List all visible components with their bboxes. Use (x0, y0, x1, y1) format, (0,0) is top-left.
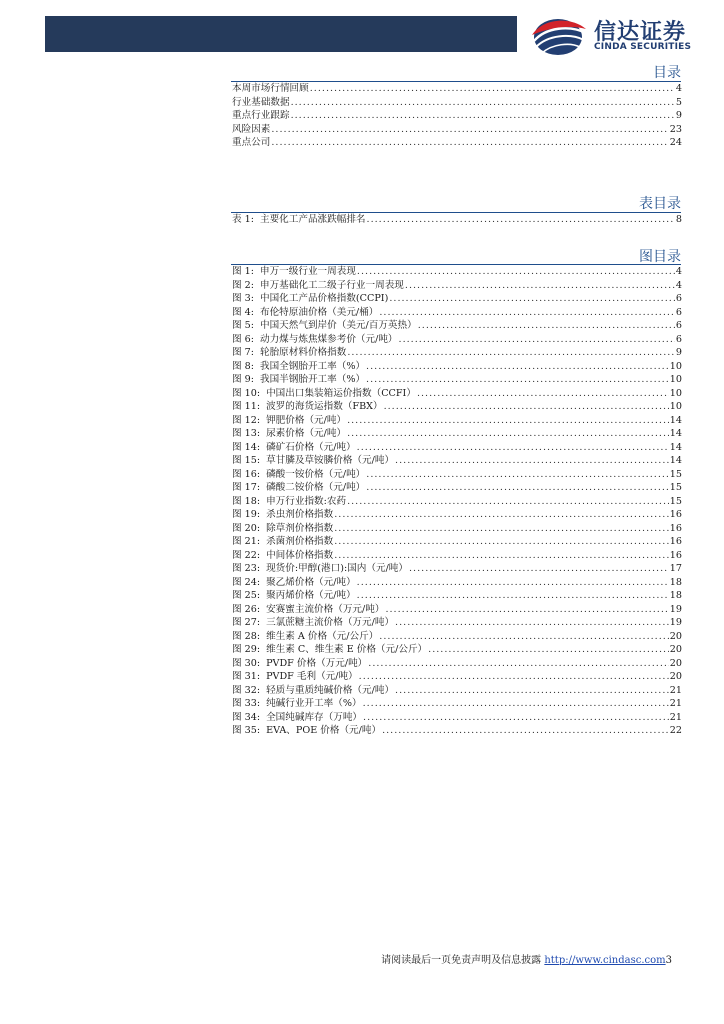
toc-entry[interactable] (232, 213, 682, 227)
toc-entry-label (232, 468, 365, 482)
toc-entry-number: 图 5: (232, 320, 254, 331)
toc-entry-text: 布伦特原油价格（美元/桶） (259, 306, 379, 318)
toc-entry-text: 全国纯碱库存（万吨） (266, 711, 363, 723)
toc-entry-number: 图 18: (232, 495, 261, 507)
toc-entry-page: 10 (669, 374, 682, 385)
toc-entry[interactable] (232, 400, 682, 414)
toc-entry-page: 23 (669, 123, 682, 135)
toc-entry-number: 图 28: (232, 630, 261, 642)
toc-entry-label (232, 82, 309, 96)
toc-entry-label (232, 265, 356, 279)
toc-entry-label (232, 400, 383, 414)
toc-entry-label (232, 508, 333, 522)
toc-entry[interactable] (232, 603, 682, 617)
toc-entry-page: 8 (675, 214, 682, 225)
toc-leader-dots (291, 109, 675, 123)
toc-entry-page: 9 (675, 347, 682, 358)
toc-entry-label (232, 136, 270, 150)
toc-entry-text: 波罗的海货运指数（FBX） (266, 401, 383, 412)
toc-entry[interactable] (232, 109, 682, 123)
toc-entry-page: 15 (669, 468, 682, 480)
toc-entry-number: 图 34: (232, 711, 261, 723)
toc-entry-text: 轮胎原材料价格指数 (259, 347, 347, 358)
toc-entry[interactable] (232, 643, 682, 657)
toc-entry-text: 杀菌剂价格指数 (266, 536, 334, 547)
toc-entry-label (232, 414, 346, 428)
toc-leader-dots (357, 589, 669, 603)
toc-entry-page: 20 (669, 657, 682, 669)
toc-entry-text: 中国天然气到岸价（美元/百万英热） (259, 320, 417, 331)
toc-entry-label (232, 279, 404, 293)
toc-entry-label (232, 427, 346, 441)
toc-leader-dots (347, 427, 669, 441)
toc-entry-text: 草甘膦及草铵膦价格（元/吨） (266, 455, 395, 466)
tables-list (232, 213, 682, 227)
toc-entry[interactable] (232, 427, 682, 441)
toc-entry[interactable] (232, 414, 682, 428)
toc-entry-page: 6 (675, 306, 682, 318)
toc-leader-dots (382, 724, 669, 738)
toc-entry[interactable] (232, 562, 682, 576)
toc-leader-dots (363, 697, 669, 711)
toc-leader-dots (428, 643, 669, 657)
toc-entry-number: 图 4: (232, 306, 254, 318)
toc-entry[interactable] (232, 96, 682, 110)
toc-entry-number: 图 6: (232, 333, 254, 345)
toc-leader-dots (399, 333, 675, 347)
toc-entry-text: 钾肥价格（元/吨） (266, 414, 347, 426)
toc-entry-number: 图 8: (232, 360, 254, 372)
toc-entry-page: 10 (669, 401, 682, 412)
toc-entry-page: 20 (669, 644, 682, 655)
toc-entry[interactable] (232, 616, 682, 630)
toc-entry-page: 14 (669, 414, 682, 426)
toc-entry-text: 安赛蜜主流价格（万元/吨） (266, 603, 385, 615)
toc-entry-page: 16 (669, 509, 682, 520)
toc-entry-label (232, 630, 378, 644)
toc-leader-dots (379, 306, 675, 320)
toc-entry[interactable] (232, 454, 682, 468)
toc-entry-label (232, 360, 365, 374)
toc-leader-dots (271, 123, 668, 137)
toc-entry[interactable] (232, 670, 682, 684)
toc-entry-number: 图 11: (232, 401, 261, 412)
toc-entry-text: 聚丙烯价格（元/吨） (266, 590, 356, 601)
toc-entry-page: 15 (669, 495, 682, 507)
toc-entry-page: 24 (669, 137, 682, 148)
toc-entry-number: 图 3: (232, 293, 254, 304)
toc-entry-label (232, 616, 394, 630)
toc-leader-dots (366, 360, 669, 374)
toc-entry-page: 4 (675, 83, 682, 94)
toc-leader-dots (366, 468, 669, 482)
toc-leader-dots (366, 373, 669, 387)
toc-entry-page: 20 (669, 630, 682, 642)
toc-entry-label (232, 684, 394, 698)
toc-leader-dots (334, 549, 669, 563)
footer-page-number: 3 (665, 955, 672, 966)
toc-entry-text: 行业基础数据 (232, 96, 290, 108)
toc-entry[interactable] (232, 495, 682, 509)
toc-entry-number: 图 30: (232, 657, 261, 669)
toc-leader-dots (395, 454, 669, 468)
toc-entry-text: 主要化工产品涨跌幅排名 (259, 214, 366, 225)
toc-entry-label (232, 373, 365, 387)
toc-entry[interactable] (232, 373, 682, 387)
toc-leader-dots (334, 535, 669, 549)
toc-entry-page: 6 (675, 333, 682, 345)
toc-leader-dots (405, 279, 675, 293)
toc-entry-text: 中国出口集装箱运价指数（CCFI） (266, 387, 416, 399)
toc-entry-page: 19 (669, 603, 682, 615)
toc-entry-page: 17 (669, 563, 682, 574)
toc-entry-label (232, 454, 394, 468)
toc-entry-text: 风险因素 (232, 123, 271, 135)
toc-entry-label (232, 123, 270, 137)
cinda-globe-icon (528, 13, 588, 57)
toc-entry-text: 杀虫剂价格指数 (266, 509, 334, 520)
toc-entry-label (232, 292, 388, 306)
toc-entry-number: 图 23: (232, 563, 261, 574)
toc-entry-page: 20 (669, 671, 682, 682)
toc-leader-dots (357, 441, 669, 455)
toc-entry[interactable] (232, 481, 682, 495)
toc-entry-label (232, 306, 378, 320)
toc-leader-dots (347, 346, 675, 360)
toc-entry-number: 图 22: (232, 549, 261, 561)
toc-leader-dots (334, 522, 669, 536)
toc-entry-number: 图 20: (232, 522, 261, 534)
toc-entry[interactable] (232, 123, 682, 137)
toc-entry[interactable] (232, 387, 682, 401)
toc-entry-label (232, 589, 356, 603)
toc-leader-dots (418, 319, 675, 333)
toc-leader-dots (357, 265, 675, 279)
toc-leader-dots (368, 657, 669, 671)
toc-entry-text: EVA、POE 价格（元/吨） (266, 725, 382, 736)
toc-leader-dots (395, 684, 669, 698)
toc-entry[interactable] (232, 589, 682, 603)
toc-entry-number: 图 33: (232, 698, 261, 709)
toc-entry-page: 21 (669, 698, 682, 709)
toc-entry-text: 我国全钢胎开工率（%） (259, 360, 366, 372)
toc-entry-page: 19 (669, 617, 682, 628)
toc-entry-page: 6 (675, 293, 682, 304)
toc-entry[interactable] (232, 306, 682, 320)
toc-entry-page: 4 (675, 266, 682, 277)
toc-entry-page: 21 (669, 684, 682, 696)
toc-leader-dots (367, 213, 675, 227)
toc-entry-text: PVDF 毛利（元/吨） (266, 671, 358, 682)
toc-entry[interactable] (232, 522, 682, 536)
toc-leader-dots (359, 670, 669, 684)
toc-entry-text: 除草剂价格指数 (266, 522, 334, 534)
toc-entry-number: 图 19: (232, 509, 261, 520)
toc-entry-page: 16 (669, 522, 682, 534)
toc-entry-label (232, 562, 408, 576)
toc-entry-label (232, 670, 358, 684)
toc-entry-number: 图 31: (232, 671, 261, 682)
toc-leader-dots (417, 387, 669, 401)
toc-entry-number: 图 32: (232, 684, 261, 696)
toc-leader-dots (357, 576, 669, 590)
toc-entry-number: 图 25: (232, 590, 261, 601)
toc-entry[interactable] (232, 657, 682, 671)
toc-entry[interactable] (232, 576, 682, 590)
toc-entry[interactable] (232, 684, 682, 698)
toc-leader-dots (363, 711, 669, 725)
toc-entry-text: 磷矿石价格（元/吨） (266, 441, 356, 453)
contents-title: 目录 (653, 65, 681, 81)
toc-entry[interactable] (232, 468, 682, 482)
toc-entry-number: 图 24: (232, 576, 261, 588)
toc-entry-number: 图 10: (232, 387, 261, 399)
toc-entry-page: 9 (675, 110, 682, 121)
toc-entry-label (232, 213, 366, 227)
logo-chinese-name: 信达证券 (594, 20, 687, 45)
toc-entry[interactable] (232, 292, 682, 306)
toc-entry-label (232, 109, 290, 123)
toc-entry-text: 尿素价格（元/吨） (266, 428, 347, 439)
toc-entry-page: 6 (675, 320, 682, 331)
logo-english-name: CINDA SECURITIES (594, 42, 692, 52)
toc-entry[interactable] (232, 279, 682, 293)
toc-entry-label (232, 711, 362, 725)
toc-entry[interactable] (232, 360, 682, 374)
toc-entry-text: 纯碱行业开工率（%） (266, 698, 362, 709)
toc-leader-dots (347, 495, 669, 509)
toc-entry-page: 5 (675, 96, 682, 108)
toc-entry[interactable] (232, 441, 682, 455)
toc-entry-number: 表 1: (232, 214, 254, 225)
toc-entry-page: 10 (669, 387, 682, 399)
toc-entry-text: 本周市场行情回顾 (232, 83, 309, 94)
toc-entry-number: 图 12: (232, 414, 261, 426)
toc-entry-number: 图 7: (232, 347, 254, 358)
toc-leader-dots (334, 508, 669, 522)
toc-entry-text: 我国半钢胎开工率（%） (259, 374, 366, 385)
toc-entry-text: 维生素 C、维生素 E 价格（元/公斤） (266, 644, 428, 655)
toc-leader-dots (347, 414, 669, 428)
toc-entry-text: 轻质与重质纯碱价格（元/吨） (266, 684, 395, 696)
toc-entry-text: 磷酸一铵价格（元/吨） (266, 468, 366, 480)
toc-entry-label (232, 549, 333, 563)
toc-entry-text: PVDF 价格（万元/吨） (266, 657, 368, 669)
contents-list (232, 82, 682, 150)
toc-leader-dots (291, 96, 675, 110)
toc-entry-page: 10 (669, 360, 682, 372)
footer-disclaimer-notice: 请阅读最后一页免责声明及信息披露 (381, 955, 545, 966)
toc-entry[interactable] (232, 697, 682, 711)
toc-leader-dots (385, 603, 668, 617)
toc-entry-text: 维生素 A 价格（元/公斤） (266, 630, 379, 642)
toc-entry[interactable] (232, 724, 682, 738)
toc-leader-dots (366, 481, 669, 495)
figures-list (232, 265, 682, 738)
toc-entry-text: 现货价:甲醇(港口):国内（元/吨） (266, 563, 408, 574)
toc-entry-label (232, 535, 333, 549)
toc-entry-number: 图 21: (232, 536, 261, 547)
toc-entry-number: 图 1: (232, 266, 254, 277)
toc-entry-page: 14 (669, 455, 682, 466)
toc-entry[interactable] (232, 346, 682, 360)
toc-entry-label (232, 576, 356, 590)
toc-entry-label (232, 333, 398, 347)
toc-entry-label (232, 724, 381, 738)
toc-entry-label (232, 346, 346, 360)
toc-entry-text: 重点行业跟踪 (232, 110, 290, 121)
toc-entry-number: 图 35: (232, 725, 261, 736)
toc-leader-dots (409, 562, 669, 576)
footer-website-link[interactable]: http://www.cindasc.com (544, 955, 666, 966)
toc-entry-number: 图 9: (232, 374, 254, 385)
toc-entry-page: 18 (669, 590, 682, 601)
toc-entry[interactable] (232, 82, 682, 96)
toc-entry-number: 图 27: (232, 617, 261, 628)
toc-entry-page: 14 (669, 428, 682, 439)
toc-entry[interactable] (232, 535, 682, 549)
toc-entry-page: 16 (669, 536, 682, 547)
toc-entry[interactable] (232, 711, 682, 725)
toc-entry-number: 图 26: (232, 603, 261, 615)
toc-leader-dots (379, 630, 668, 644)
toc-entry-label (232, 387, 416, 401)
toc-entry-number: 图 17: (232, 482, 261, 493)
toc-entry[interactable] (232, 319, 682, 333)
toc-entry-label (232, 441, 356, 455)
toc-leader-dots (310, 82, 675, 96)
toc-entry-number: 图 15: (232, 455, 261, 466)
toc-entry-page: 22 (669, 725, 682, 736)
toc-entry-text: 申万行业指数:农药 (266, 495, 347, 507)
toc-entry-text: 动力煤与炼焦煤参考价（元/吨） (259, 333, 398, 345)
toc-entry-page: 16 (669, 549, 682, 561)
toc-entry[interactable] (232, 508, 682, 522)
toc-entry-label (232, 481, 365, 495)
toc-entry-number: 图 16: (232, 468, 261, 480)
toc-leader-dots (389, 292, 675, 306)
toc-leader-dots (384, 400, 669, 414)
toc-entry-label (232, 495, 346, 509)
toc-entry-number: 图 2: (232, 279, 254, 291)
toc-leader-dots (271, 136, 668, 150)
toc-entry-text: 中间体价格指数 (266, 549, 334, 561)
tables-title: 表目录 (639, 196, 681, 212)
toc-entry[interactable] (232, 630, 682, 644)
header-band (45, 16, 517, 52)
toc-entry-label (232, 319, 417, 333)
toc-entry-label (232, 697, 362, 711)
toc-entry-text: 中国化工产品价格指数(CCPI) (259, 293, 389, 304)
toc-entry-number: 图 29: (232, 644, 261, 655)
toc-entry-number: 图 13: (232, 428, 261, 439)
toc-entry-text: 磷酸二铵价格（元/吨） (266, 482, 366, 493)
figures-title: 图目录 (639, 249, 681, 265)
toc-entry[interactable] (232, 333, 682, 347)
toc-entry[interactable] (232, 549, 682, 563)
toc-leader-dots (395, 616, 669, 630)
toc-entry-page: 18 (669, 576, 682, 588)
toc-entry-text: 三氯蔗糖主流价格（万元/吨） (266, 617, 395, 628)
toc-entry-text: 申万一级行业一周表现 (259, 266, 356, 277)
toc-entry-label (232, 96, 290, 110)
toc-entry-text: 重点公司 (232, 137, 271, 148)
toc-entry-label (232, 643, 427, 657)
toc-entry-page: 21 (669, 711, 682, 723)
toc-entry-label (232, 657, 367, 671)
toc-entry-number: 图 14: (232, 441, 261, 453)
toc-entry[interactable] (232, 265, 682, 279)
toc-entry-page: 14 (669, 441, 682, 453)
toc-entry-label (232, 603, 384, 617)
footer (381, 951, 672, 966)
toc-entry[interactable] (232, 136, 682, 150)
toc-entry-label (232, 522, 333, 536)
toc-entry-text: 申万基础化工二级子行业一周表现 (259, 279, 404, 291)
toc-entry-page: 15 (669, 482, 682, 493)
toc-entry-page: 4 (675, 279, 682, 291)
cinda-logo (528, 13, 708, 59)
toc-entry-text: 聚乙烯价格（元/吨） (266, 576, 356, 588)
